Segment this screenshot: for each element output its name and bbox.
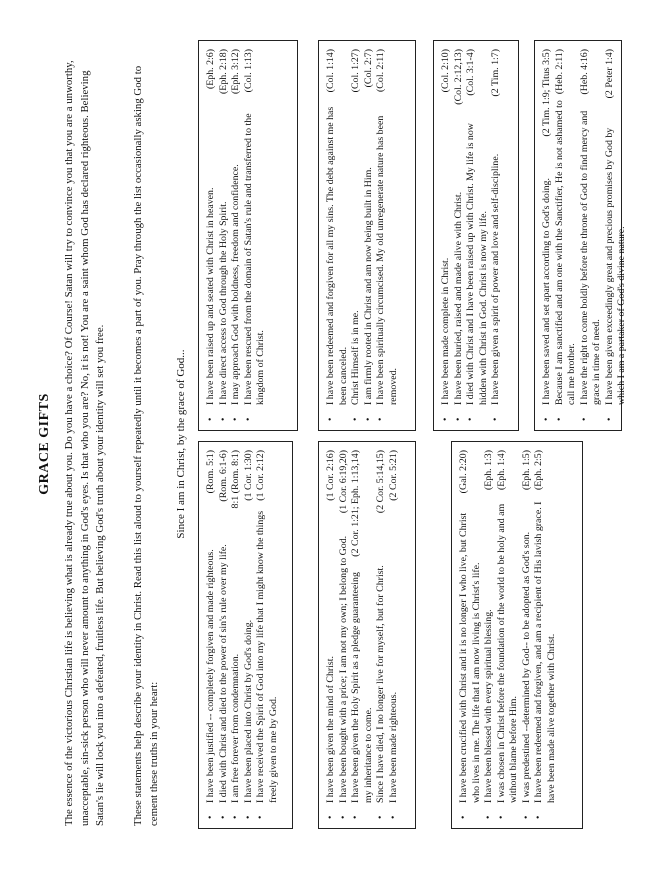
truth-list-item	[325, 49, 350, 424]
truth-list-item	[440, 49, 453, 424]
truth-list	[205, 49, 268, 424]
truth-list	[325, 450, 400, 822]
scripture-reference: (Col. 2:7)	[362, 49, 374, 88]
bullet-icon: •	[465, 417, 476, 421]
scripture-reference: (2 Cor. 1:21; Eph. 1:13,14)	[350, 450, 361, 557]
subheading: Since I am in Christ, by the grace of God...	[175, 349, 187, 539]
scripture-reference: (Col. 1:14)	[325, 49, 336, 93]
truth-list-item	[375, 49, 400, 424]
truth-list-item	[521, 450, 534, 822]
truth-list-item	[604, 49, 629, 424]
truth-list-item	[579, 49, 604, 424]
truth-list-item	[533, 450, 558, 822]
bullet-icon: •	[375, 815, 386, 819]
truth-list-item	[363, 49, 376, 424]
bullet-icon: •	[325, 417, 336, 421]
bullet-icon: •	[242, 815, 254, 819]
scripture-reference: (1 Cor. 1:30)	[242, 450, 254, 501]
truth-statement: I have been placed into Christ by God's doing.	[242, 619, 254, 803]
truth-list-item	[230, 49, 243, 424]
bullet-icon: •	[325, 815, 336, 819]
scripture-reference: (1 Cor. 2:12)	[255, 450, 266, 501]
truth-list	[458, 450, 558, 822]
page-title: GRACE GIFTS	[37, 393, 52, 495]
truth-list-item	[496, 450, 521, 822]
truth-statement: I died with Christ and I have been raised up with Christ. My life is now hidden with Christ in God. Christ is now my life.	[465, 123, 489, 405]
truth-statement: I have the right to come boldly before the throne of God to find mercy and grace in time of need.	[578, 110, 602, 405]
truth-list-item	[243, 450, 256, 822]
bullet-icon: •	[533, 815, 544, 819]
truth-list	[325, 49, 400, 424]
truth-box-right-4	[534, 40, 627, 431]
truth-list-item	[230, 450, 243, 822]
scripture-reference: (Eph. 2:18)	[217, 49, 229, 94]
scripture-reference: (Eph. 1:3)	[483, 450, 494, 491]
bullet-icon: •	[255, 815, 266, 819]
bullet-icon: •	[541, 417, 552, 421]
truth-list-item	[218, 49, 231, 424]
bullet-icon: •	[350, 417, 361, 421]
truth-statement: I have direct access to God through the Holy Spirit.	[217, 201, 229, 405]
truth-statement: I died with Christ and died to the power of sin's rule over my life.	[217, 544, 229, 803]
truth-statement: I have been redeemed and forgiven for all my sins. The debt against me has been canceled.	[325, 106, 349, 405]
scripture-reference: (2 Tim. 1:9; Titus 3:5)	[541, 49, 552, 137]
truth-statement: I have been spiritually circumcised. My old unregenerate nature has been removed.	[375, 115, 399, 405]
truth-statement: I am free forever from condemnation.	[230, 653, 241, 803]
truth-statement: I have been given exceedingly great and precious promises by God by which I am a partaker of God's divine nature.	[603, 127, 627, 405]
truth-list-item	[541, 49, 554, 424]
truth-list-item	[458, 450, 483, 822]
scripture-reference: (Col. 2:10)	[440, 49, 451, 93]
bullet-icon: •	[205, 815, 216, 819]
truth-list-item	[243, 49, 268, 424]
truth-box-right-3	[433, 40, 519, 431]
truth-statement: I am firmly rooted in Christ and am now being built in Him.	[362, 167, 374, 405]
bullet-icon: •	[217, 417, 229, 421]
truth-list	[205, 450, 280, 822]
truth-box-right-2	[318, 40, 416, 431]
scripture-reference: 8:1 (Rom. 8:1)	[230, 450, 241, 509]
truth-statement: I may approach God with boldness, freedom and confidence.	[230, 164, 241, 405]
scripture-reference: (Eph. 1:4)	[495, 450, 507, 491]
truth-statement: I have been given the Holy Spirit as a pledge guaranteeing my inheritance to come.	[350, 572, 374, 803]
scripture-reference: (Rom. 6:1-6)	[217, 450, 229, 502]
truth-statement: Since I have died, I no longer live for myself, but for Christ.	[375, 565, 386, 803]
truth-list-item	[350, 450, 375, 822]
scripture-reference: (1 Cor. 6:19,20)	[337, 450, 349, 514]
scripture-reference: (Heb. 4:16)	[578, 49, 590, 95]
bullet-icon: •	[495, 815, 507, 819]
scripture-reference: (Gal. 2:20)	[458, 450, 469, 494]
truth-statement: I have been buried, raised and made alive with Christ.	[452, 191, 464, 405]
scripture-reference: (Eph. 3:12)	[230, 49, 241, 94]
truth-list-item	[375, 450, 388, 822]
truth-list-item	[205, 49, 218, 424]
truth-statement: I have been blessed with every spiritual blessing.	[483, 609, 494, 803]
truth-box-left-3	[451, 441, 583, 829]
scripture-reference: (2 Tim. 1:7)	[490, 49, 501, 97]
truth-statement: I have been made complete in Christ.	[440, 257, 451, 405]
truth-box-right-1	[198, 40, 298, 431]
truth-list-item	[490, 49, 503, 424]
bullet-icon: •	[553, 417, 565, 421]
truth-list-item	[338, 450, 351, 822]
bullet-icon: •	[578, 417, 590, 421]
bullet-icon: •	[440, 417, 451, 421]
bullet-icon: •	[375, 417, 386, 421]
scripture-reference: (Col. 3:1-4)	[465, 49, 476, 96]
bullet-icon: •	[452, 417, 464, 421]
scripture-reference: (2 Cor. 5:21)	[387, 450, 399, 501]
truth-statement: I have been crucified with Christ and it is no longer I who live, but Christ who lives in me. The life that I am now living is Christ's life.	[458, 512, 482, 803]
truth-statement: I have been rescued from the domain of Satan's rule and transferred to the kingdom of Christ.	[242, 113, 266, 405]
truth-box-left-2	[318, 441, 416, 829]
scripture-reference: (Eph. 2:5)	[533, 450, 544, 491]
scripture-reference: (Rom. 5:1)	[205, 450, 216, 494]
truth-statement: I have been given the mind of Christ.	[325, 656, 336, 803]
bullet-icon: •	[242, 417, 254, 421]
truth-statement: I have been made righteous.	[387, 691, 399, 803]
bullet-icon: •	[205, 417, 216, 421]
bullet-icon: •	[362, 417, 374, 421]
truth-list-item	[483, 450, 496, 822]
scripture-reference: (Col. 1:13)	[242, 49, 254, 93]
truth-list-item	[554, 49, 579, 424]
truth-statement: I was chosen in Christ before the foundation of the world to be holy and am without blame before Him.	[495, 503, 519, 803]
truth-list-item	[388, 450, 401, 822]
instruction-paragraph: These statements help describe your identity in Christ. Read this list aloud to yourself repeatedly until it becomes a part of you. Pray through the list occasionally asking God to cement these truths in your heart:	[132, 65, 160, 826]
scripture-reference: (Col. 2:12,13)	[452, 49, 464, 105]
truth-statement: I have been redeemed and forgiven, and am a recipient of His lavish grace. I have been made alive together with Christ.	[533, 501, 557, 803]
bullet-icon: •	[230, 417, 241, 421]
scripture-reference: (Col. 2:11)	[375, 49, 386, 92]
truth-list-item	[325, 450, 338, 822]
truth-list	[541, 49, 629, 424]
truth-list-item	[218, 450, 231, 822]
truth-statement: I have been raised up and seated with Christ in heaven.	[205, 187, 216, 405]
bullet-icon: •	[520, 815, 532, 819]
bullet-icon: •	[603, 417, 615, 421]
truth-list	[440, 49, 503, 424]
bullet-icon: •	[490, 417, 501, 421]
truth-statement: I was predestined --determined by God-- to be adopted as God's son.	[520, 531, 532, 803]
scripture-reference: (1 Cor. 2:16)	[325, 450, 336, 501]
truth-statement: I have been justified -- completely forgiven and made righteous.	[205, 549, 216, 803]
scripture-reference: (Eph. 2:6)	[205, 49, 216, 90]
bullet-icon: •	[230, 815, 241, 819]
bullet-icon: •	[387, 815, 399, 819]
truth-list-item	[453, 49, 466, 424]
bullet-icon: •	[217, 815, 229, 819]
bullet-icon: •	[350, 815, 361, 819]
scripture-reference: (Col. 1:27)	[350, 49, 361, 93]
scripture-reference: (Eph. 1:5)	[520, 450, 532, 491]
bullet-icon: •	[483, 815, 494, 819]
intro-paragraph: The essence of the victorious Christian life is believing what is already true about you. Do you have a choice? Of Course! Satan will try to convince you that you are a unworthy, unacceptable, sin-sick person who will never amount to anything in God's eyes. Is that who you are? No, it is not! You are a saint whom God has declared righteous. Believing Satan's lie will lock you into a defeated, fruitless life. But believing God's truth about your identity will set you free.	[63, 60, 106, 826]
scripture-reference: (Heb. 2:11)	[553, 49, 565, 95]
truth-statement: Christ Himself is in me.	[350, 310, 361, 405]
truth-statement: Because I am sanctified and am one with the Sanctifier, He is not ashamed to call me brother.	[553, 100, 577, 405]
truth-statement: I have been given a spirit of power and love and self-discipline.	[490, 153, 501, 405]
truth-list-item	[205, 450, 218, 822]
truth-list-item	[255, 450, 280, 822]
scripture-reference: (2 Cor. 5:14,15)	[375, 450, 386, 514]
truth-statement: I have received the Spirit of God into my life that I might know the things freely given to me by God.	[255, 510, 279, 803]
truth-statement: I have been saved and set apart according to God's doing.	[541, 178, 552, 405]
truth-list-item	[350, 49, 363, 424]
scripture-reference: (2 Peter 1:4)	[603, 49, 615, 99]
bullet-icon: •	[458, 815, 469, 819]
truth-box-left-1	[198, 441, 293, 829]
truth-statement: I have been bought with a price; I am not my own; I belong to God.	[337, 535, 349, 803]
bullet-icon: •	[337, 815, 349, 819]
truth-list-item	[465, 49, 490, 424]
